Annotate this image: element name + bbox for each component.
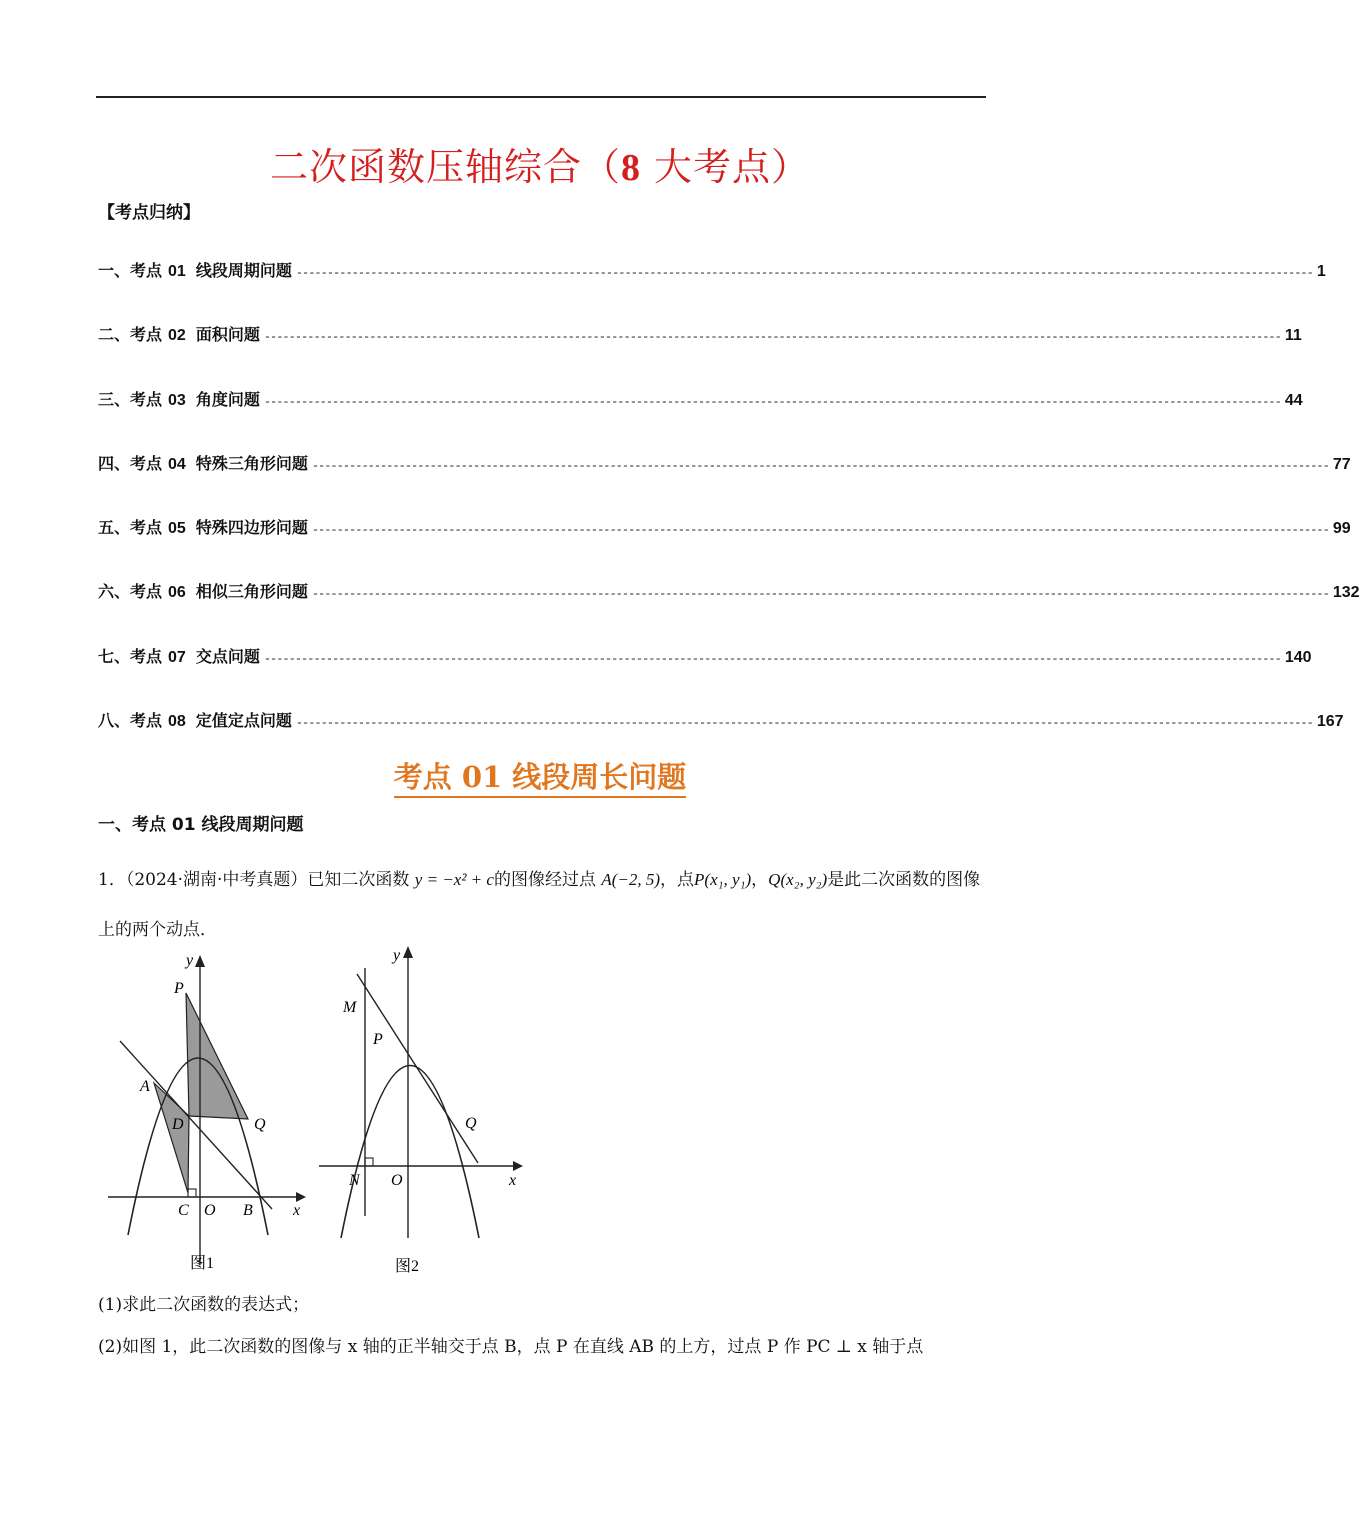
toc-page-6: 132: [1332, 584, 1360, 602]
shaded-triangle-adc: [154, 1083, 189, 1193]
x-axis-arrow: [296, 1192, 306, 1202]
label-y: y: [186, 952, 194, 969]
toc-row-7[interactable]: 七、考点 07 交点问题 -------------------------------------------------------------------------------------------------------------------------------------------------------------------- 140: [98, 646, 1312, 666]
shaded-triangle-pdq: [186, 993, 248, 1119]
toc-page-1: 1: [1316, 263, 1326, 280]
section-heading: 考点 01 线段周长问题: [0, 755, 1080, 796]
x-axis-arrow-2: [513, 1161, 523, 1171]
toc-row-3[interactable]: 三、考点 03 角度问题 -------------------------------------------------------------------------------------------------------------------------------------------------------------------- 44: [98, 389, 1303, 409]
right-angle-mark: [188, 1189, 196, 1197]
toc-row-1[interactable]: 一、考点 01 线段周期问题 -------------------------------------------------------------------------------------------------------------------------------------------------------------------- 1: [98, 261, 1326, 280]
sub-heading: 一、考点 01 线段周期问题: [98, 815, 304, 835]
label-c: C: [178, 1202, 189, 1219]
label-p2: P: [373, 1031, 383, 1048]
label-p: P: [174, 980, 184, 997]
table-of-contents: [98, 258, 1360, 772]
question-1: (1)求此二次函数的表达式；: [98, 1295, 310, 1315]
toc-row-6[interactable]: 六、考点 06 相似三角形问题 -------------------------------------------------------------------------------------------------------------------------------------------------------------------- 132: [98, 582, 1360, 602]
problem-statement: 1．（2024·湖南·中考真题）已知二次函数 y = −x² + c的图像经过点 A(−2, 5)，点P(x₁, y₁)，Q(x₂, y₂)是此二次函数的图像上的两个动点．: [98, 870, 981, 940]
toc-page-5: 99: [1332, 520, 1351, 538]
label-q2: Q: [465, 1115, 477, 1132]
parabola-2: [341, 1066, 479, 1239]
y-axis-arrow: [195, 955, 205, 967]
right-angle-mark-2: [365, 1158, 373, 1166]
point-a: A(−2, 5): [601, 870, 661, 889]
label-o2: O: [391, 1172, 403, 1189]
question-2: (2)如图 1，此二次函数的图像与 x 轴的正半轴交于点 B，点 P 在直线 AB 的上方，过点 P 作 PC ⊥ x 轴于点: [98, 1337, 924, 1357]
toc-row-2[interactable]: 二、考点 02 面积问题 -------------------------------------------------------------------------------------------------------------------------------------------------------------------- 11: [98, 325, 1302, 345]
y-axis-arrow-2: [403, 946, 413, 958]
figure-2: [315, 938, 530, 1278]
point-q: Q(x₂, y₂): [768, 870, 828, 889]
label-d: D: [172, 1116, 184, 1133]
page-title: 二次函数压轴综合（8 大考点）: [269, 145, 811, 189]
summary-label: 【考点归纳】: [98, 203, 200, 223]
label-o: O: [204, 1202, 216, 1219]
line-pq: [357, 974, 478, 1163]
function-expression: y = −x² + c: [414, 870, 494, 889]
toc-page-7: 140: [1284, 648, 1312, 666]
figure-1: [100, 945, 315, 1280]
toc-row-4[interactable]: 四、考点 04 特殊三角形问题 -------------------------------------------------------------------------------------------------------------------------------------------------------------------- 77: [98, 453, 1351, 473]
toc-row-5[interactable]: 五、考点 05 特殊四边形问题 -------------------------------------------------------------------------------------------------------------------------------------------------------------------- 99: [98, 518, 1351, 538]
label-b: B: [243, 1202, 253, 1219]
toc-page-8: 167: [1316, 713, 1344, 731]
toc-page-2: 11: [1284, 327, 1302, 345]
label-q: Q: [254, 1116, 266, 1133]
label-a: A: [140, 1078, 150, 1095]
label-n: N: [349, 1172, 360, 1189]
label-m: M: [343, 999, 357, 1016]
label-x: x: [293, 1202, 301, 1219]
toc-page-4: 77: [1332, 455, 1351, 473]
point-p: P(x₁, y₁): [694, 870, 752, 889]
toc-row-8[interactable]: 八、考点 08 定值定点问题 -------------------------------------------------------------------------------------------------------------------------------------------------------------------- 167: [98, 711, 1344, 731]
label-x2: x: [509, 1172, 517, 1189]
top-rule: [96, 96, 986, 98]
toc-page-3: 44: [1284, 391, 1303, 409]
caption-fig2: 图2: [395, 1258, 420, 1275]
caption-fig1: 图1: [190, 1255, 215, 1272]
label-y2: y: [393, 947, 401, 964]
